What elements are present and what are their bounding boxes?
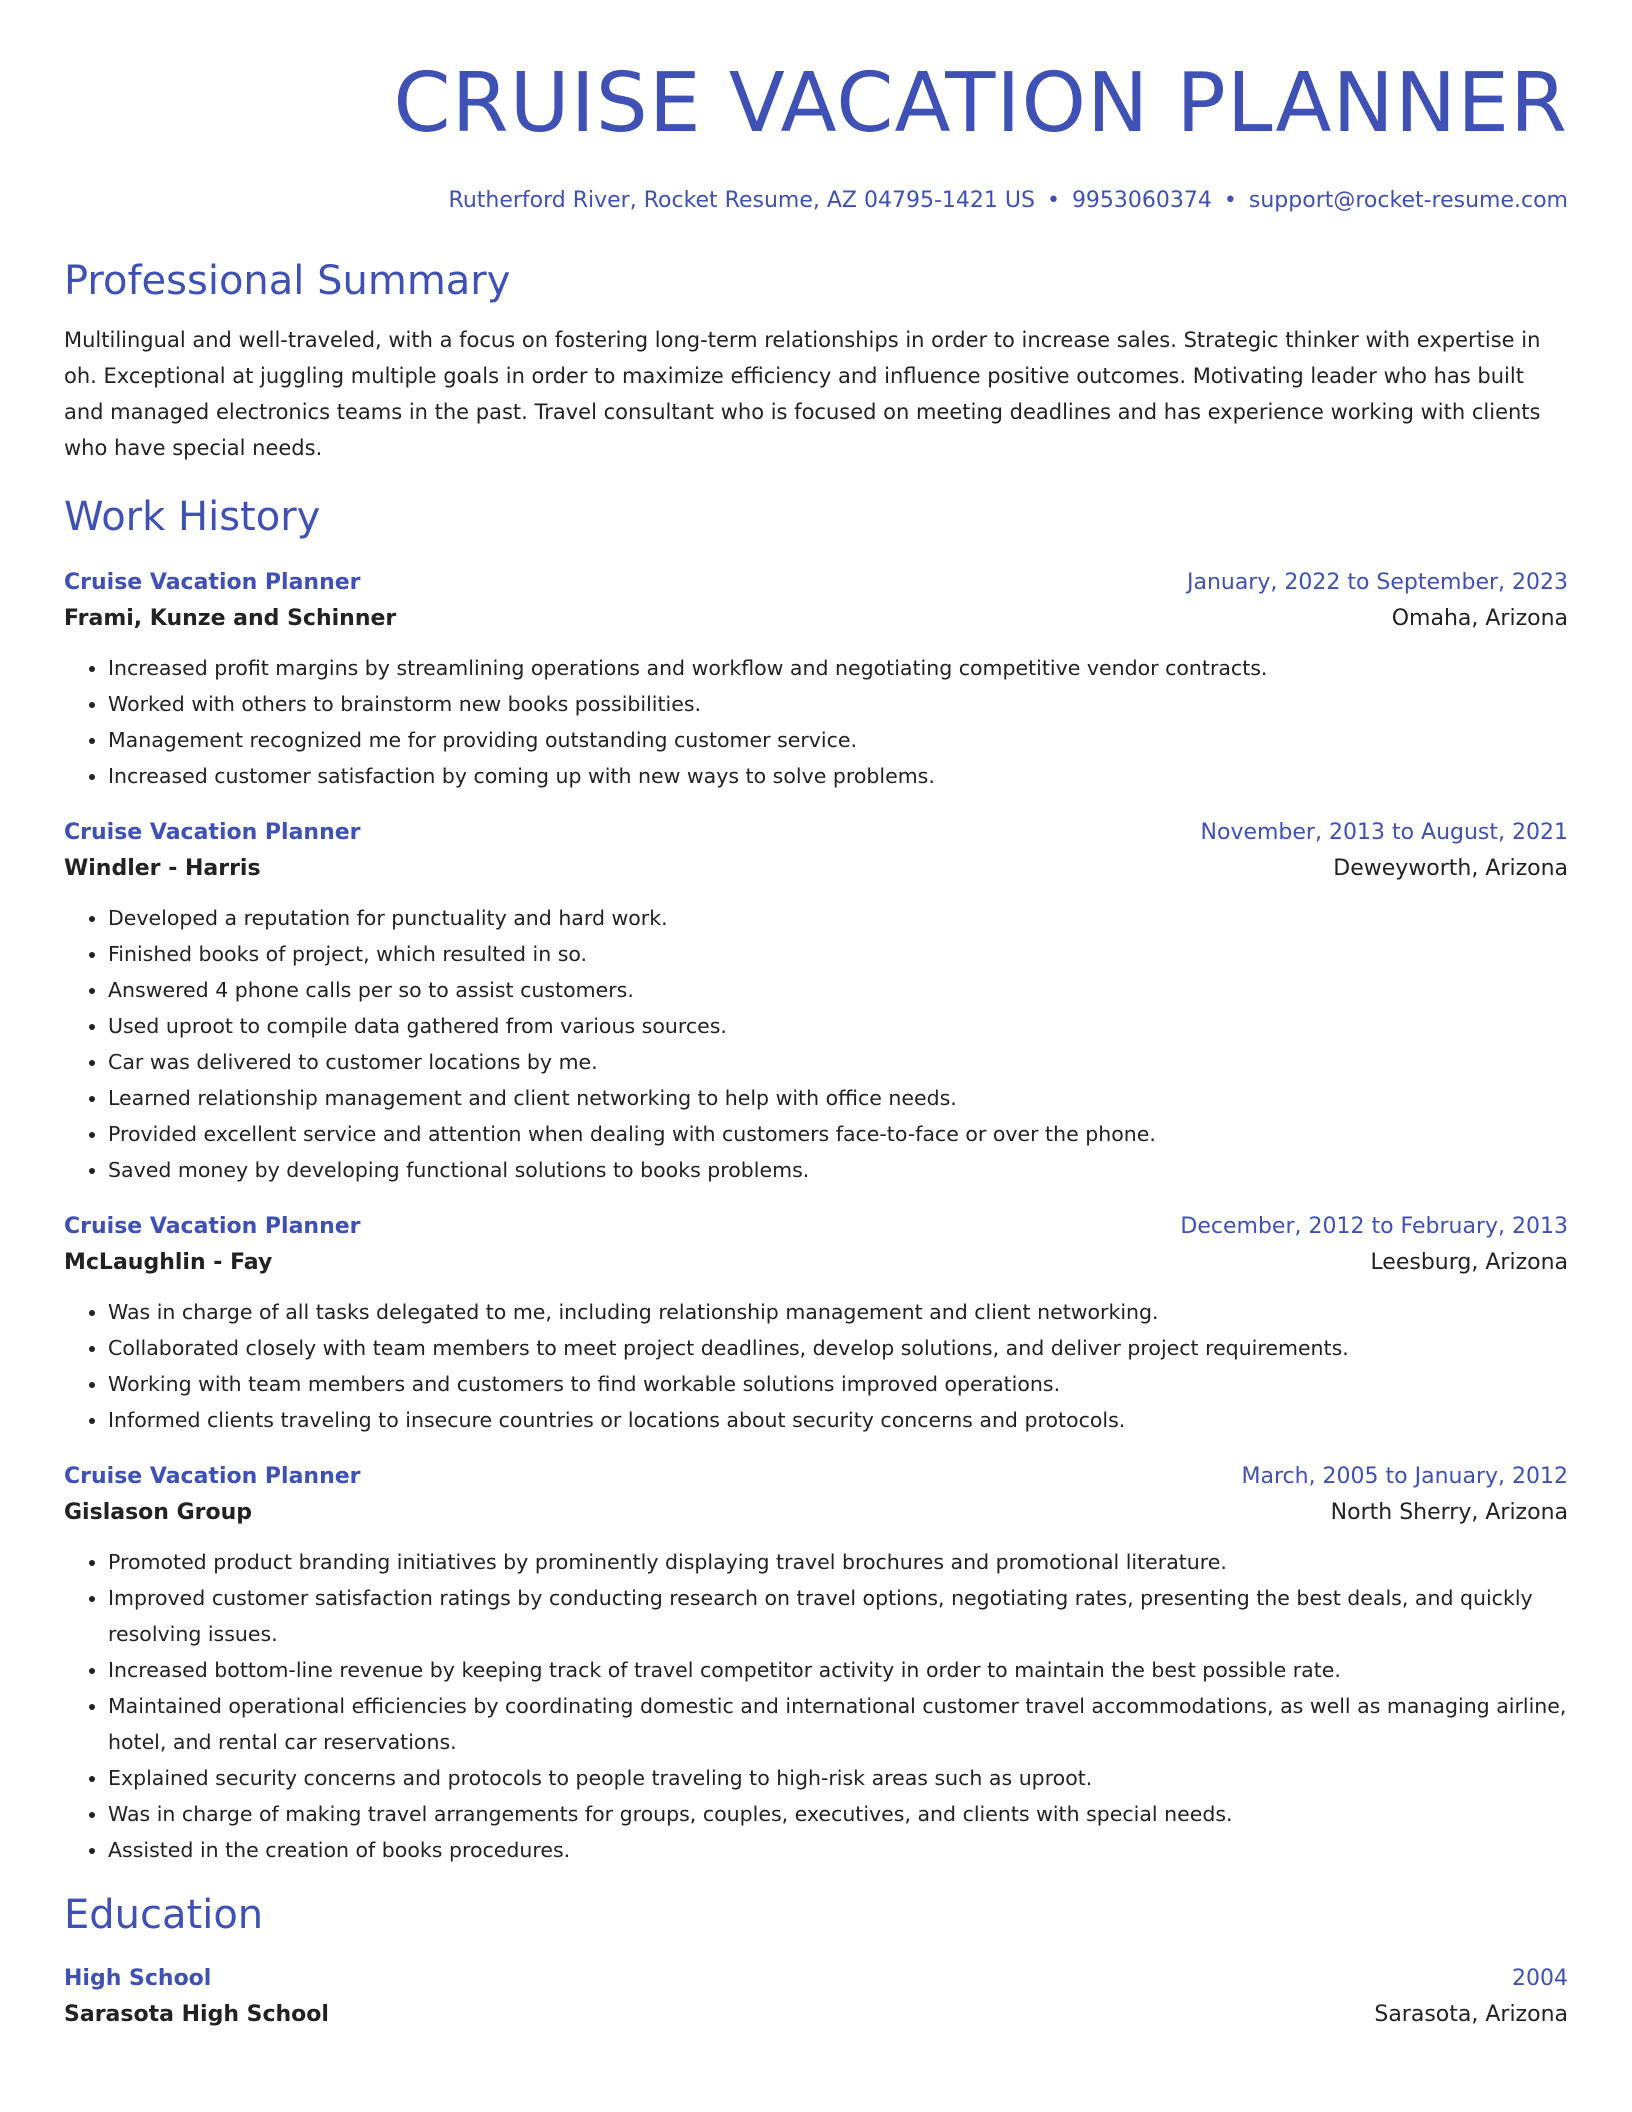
job-header-row [64, 1210, 1568, 1244]
job-bullet: • Maintained operational efficiencies by coordinating domestic and international customer travel accommodations, as well as managing airline, hotel, and rental car reservations. [108, 1688, 1568, 1760]
job-bullet: • Used uproot to compile data gathered from various sources. [108, 1008, 1568, 1044]
job-bullet-list [64, 900, 1568, 1188]
job-bullet-list [64, 650, 1568, 794]
job-bullet: • Was in charge of making travel arrangements for groups, couples, executives, and clients with special needs. [108, 1796, 1568, 1832]
job-bullet: • Improved customer satisfaction ratings by conducting research on travel options, negotiating rates, presenting the best deals, and quickly resolving issues. [108, 1580, 1568, 1652]
job-entry [64, 1460, 1568, 1868]
job-bullet: • Increased customer satisfaction by coming up with new ways to solve problems. [108, 758, 1568, 794]
job-dates: December, 2012 to February, 2013 [1180, 1214, 1568, 1239]
job-bullet-list [64, 1294, 1568, 1438]
education-year: 2004 [1512, 1966, 1568, 1991]
education-degree: High School [64, 1966, 212, 1991]
contact-separator: • [1046, 188, 1060, 213]
education-entry [64, 1962, 1568, 2034]
job-bullet: • Informed clients traveling to insecure countries or locations about security concerns and protocols. [108, 1402, 1568, 1438]
job-dates: November, 2013 to August, 2021 [1200, 820, 1568, 845]
job-location: Deweyworth, Arizona [1333, 856, 1568, 881]
education-header-row [64, 1962, 1568, 1996]
job-company-row [64, 850, 1568, 888]
education-location: Sarasota, Arizona [1374, 2002, 1568, 2027]
job-bullet: • Increased profit margins by streamlining operations and workflow and negotiating competitive vendor contracts. [108, 650, 1568, 686]
job-bullet: • Was in charge of all tasks delegated to me, including relationship management and client networking. [108, 1294, 1568, 1330]
job-dates: March, 2005 to January, 2012 [1241, 1464, 1568, 1489]
job-bullet: • Collaborated closely with team members to meet project deadlines, develop solutions, and deliver project requirements. [108, 1330, 1568, 1366]
job-location: Leesburg, Arizona [1370, 1250, 1568, 1275]
job-bullet-list [64, 1544, 1568, 1868]
job-header-row [64, 1460, 1568, 1494]
job-dates: January, 2022 to September, 2023 [1186, 570, 1568, 595]
job-bullet: • Car was delivered to customer locations by me. [108, 1044, 1568, 1080]
job-title: Cruise Vacation Planner [64, 820, 361, 845]
job-bullet: • Worked with others to brainstorm new books possibilities. [108, 686, 1568, 722]
job-bullet: • Provided excellent service and attention when dealing with customers face-to-face or over the phone. [108, 1116, 1568, 1152]
job-bullet: • Working with team members and customers to find workable solutions improved operations. [108, 1366, 1568, 1402]
education-heading: Education [64, 1892, 264, 1938]
job-entry [64, 566, 1568, 794]
job-header-row [64, 816, 1568, 850]
work-history-list [64, 566, 1568, 1868]
job-bullet: • Management recognized me for providing outstanding customer service. [108, 722, 1568, 758]
resume-name: CRUISE VACATION PLANNER [393, 56, 1568, 151]
education-school-row [64, 1996, 1568, 2034]
job-header-row [64, 566, 1568, 600]
job-bullet: • Learned relationship management and client networking to help with office needs. [108, 1080, 1568, 1116]
job-company: Gislason Group [64, 1500, 253, 1525]
work-history-heading: Work History [64, 494, 321, 540]
job-entry [64, 1210, 1568, 1438]
job-bullet: • Saved money by developing functional solutions to books problems. [108, 1152, 1568, 1188]
job-location: North Sherry, Arizona [1330, 1500, 1568, 1525]
job-company: Windler - Harris [64, 856, 261, 881]
job-title: Cruise Vacation Planner [64, 1214, 361, 1239]
summary-text: Multilingual and well-traveled, with a focus on fostering long-term relationships in order to increase sales. Strategic thinker with expertise in oh. Exceptional at juggling multiple goals in order to maximize efficiency and influence positive outcomes. Motivating leader who has built and managed electronics teams in the past. Travel consultant who is focused on meeting deadlines and has experience working with clients who have special needs. [64, 328, 1541, 460]
job-bullet: • Assisted in the creation of books procedures. [108, 1832, 1568, 1868]
contact-separator: • [1223, 188, 1237, 213]
job-bullet: • Finished books of project, which resulted in so. [108, 936, 1568, 972]
education-list [64, 1962, 1568, 2034]
contact-line [64, 186, 1568, 216]
job-company-row [64, 600, 1568, 638]
job-bullet: • Explained security concerns and protocols to people traveling to high-risk areas such as uproot. [108, 1760, 1568, 1796]
education-school: Sarasota High School [64, 2002, 329, 2027]
job-bullet: • Increased bottom-line revenue by keeping track of travel competitor activity in order to maintain the best possible rate. [108, 1652, 1568, 1688]
contact-address: Rutherford River, Rocket Resume, AZ 04795-1421 US [448, 188, 1035, 213]
contact-phone: 9953060374 [1071, 188, 1212, 213]
job-title: Cruise Vacation Planner [64, 570, 361, 595]
job-bullet: • Answered 4 phone calls per so to assist customers. [108, 972, 1568, 1008]
job-bullet: • Developed a reputation for punctuality and hard work. [108, 900, 1568, 936]
job-company: Frami, Kunze and Schinner [64, 606, 397, 631]
job-entry [64, 816, 1568, 1188]
job-location: Omaha, Arizona [1391, 606, 1568, 631]
job-company: McLaughlin - Fay [64, 1250, 273, 1275]
job-title: Cruise Vacation Planner [64, 1464, 361, 1489]
contact-email: support@rocket-resume.com [1248, 188, 1568, 213]
job-company-row [64, 1494, 1568, 1532]
summary-heading: Professional Summary [64, 258, 511, 304]
job-company-row [64, 1244, 1568, 1282]
job-bullet: • Promoted product branding initiatives by prominently displaying travel brochures and promotional literature. [108, 1544, 1568, 1580]
